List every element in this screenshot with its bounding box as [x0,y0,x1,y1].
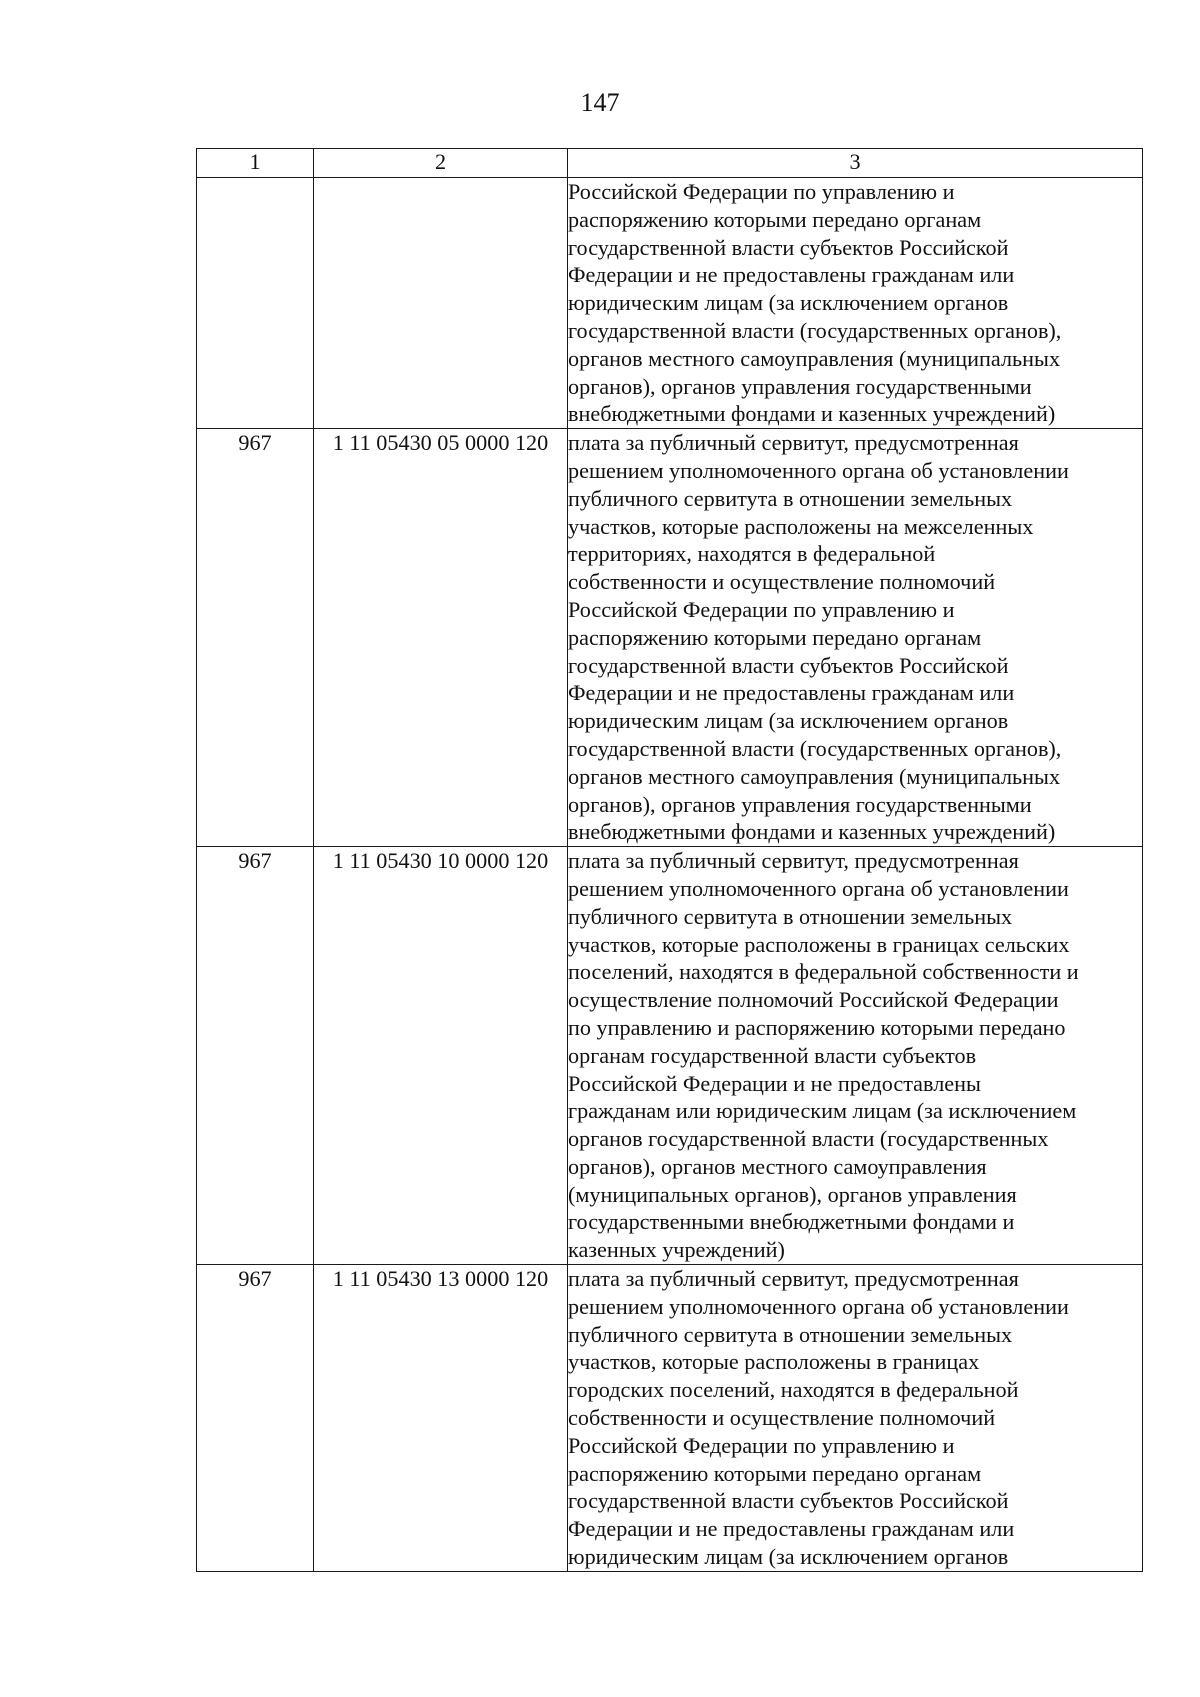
description-line: органов местного самоуправления (муниципальных [568,345,1061,371]
column-header-3: 3 [568,149,1143,178]
revenue-code-cell: 1 11 05430 13 0000 120 [314,1265,568,1572]
description-line: территориях, находятся в федеральной [568,541,936,567]
revenue-code-cell: 1 11 05430 10 0000 120 [314,847,568,1265]
table-header-row [197,149,1143,178]
description-line: гражданам или юридическим лицам (за исключением [568,1098,1077,1124]
description-line: плата за публичный сервитут, предусмотренная [568,1266,1019,1292]
description-line: собственности и осуществление полномочий [568,1405,996,1431]
admin-code-cell: 967 [197,429,314,847]
description-line: Российской Федерации и не предоставлены [568,1070,981,1096]
description-line: распоряжению которыми передано органам [568,1460,982,1486]
description-line: органов), органов управления государственными [568,791,1032,817]
admin-code-cell: 967 [197,1265,314,1572]
description-line: осуществление полномочий Российской Федерации [568,987,1059,1013]
description-line: публичного сервитута в отношении земельных [568,1321,1013,1347]
description-line: плата за публичный сервитут, предусмотренная [568,848,1019,874]
description-line: юридическим лицам (за исключением органов [568,1544,1009,1570]
description-line: внебюджетными фондами и казенных учреждений) [568,401,1056,427]
description-line: участков, которые расположены в границах сельских [568,931,1070,957]
description-line: внебюджетными фондами и казенных учреждений) [568,819,1056,845]
description-line: собственности и осуществление полномочий [568,569,996,595]
description-line: городских поселений, находятся в федеральной [568,1377,1019,1403]
description-line: распоряжению которыми передано органам [568,624,982,650]
description-line: Российской Федерации по управлению и [568,1432,955,1458]
table-row [197,178,1143,429]
description-line: Российской Федерации по управлению и [568,596,955,622]
description-line: государственной власти (государственных органов), [568,735,1062,761]
description-line: органов), органов управления государственными [568,373,1032,399]
description-line: государственной власти субъектов Российской [568,652,1009,678]
description-line: органов государственной власти (государственных [568,1126,1049,1152]
description-line: Федерации и не предоставлены гражданам или [568,680,1015,706]
description-line: государственной власти (государственных органов), [568,317,1062,343]
revenue-codes-table [196,148,1143,1572]
table-row [197,1265,1143,1572]
description-line: Федерации и не предоставлены гражданам или [568,262,1015,288]
description-line: плата за публичный сервитут, предусмотренная [568,430,1019,456]
description-line: решением уполномоченного органа об установлении [568,1293,1069,1319]
page-number: 147 [580,88,620,117]
description-cell [568,847,1143,1265]
description-line: государственными внебюджетными фондами и [568,1209,1015,1235]
description-line: юридическим лицам (за исключением органов [568,708,1009,734]
admin-code-cell: 967 [197,847,314,1265]
table-body [197,178,1143,1572]
description-cell [568,1265,1143,1572]
description-line: распоряжению которыми передано органам [568,206,982,232]
column-header-2: 2 [314,149,568,178]
description-line: публичного сервитута в отношении земельных [568,903,1013,929]
revenue-code-cell: 1 11 05430 05 0000 120 [314,429,568,847]
description-line: государственной власти субъектов Российской [568,234,1009,260]
column-header-1: 1 [197,149,314,178]
description-line: решением уполномоченного органа об установлении [568,875,1069,901]
description-cell [568,178,1143,429]
description-line: (муниципальных органов), органов управления [568,1181,1017,1207]
description-cell [568,429,1143,847]
description-line: Федерации и не предоставлены гражданам или [568,1516,1015,1542]
table-row [197,429,1143,847]
table-row [197,847,1143,1265]
description-line: поселений, находятся в федеральной собственности и [568,959,1079,985]
description-line: Российской Федерации по управлению и [568,179,955,204]
description-line: органов), органов местного самоуправления [568,1153,987,1179]
description-line: юридическим лицам (за исключением органов [568,290,1009,316]
description-line: решением уполномоченного органа об установлении [568,457,1069,483]
description-line: органам государственной власти субъектов [568,1042,977,1068]
description-line: по управлению и распоряжению которыми передано [568,1014,1066,1040]
description-line: государственной власти субъектов Российской [568,1488,1009,1514]
description-line: участков, которые расположены в границах [568,1349,980,1375]
admin-code-cell [197,178,314,429]
description-line: публичного сервитута в отношении земельных [568,485,1013,511]
description-line: органов местного самоуправления (муниципальных [568,763,1061,789]
revenue-code-cell [314,178,568,429]
description-line: казенных учреждений) [568,1237,785,1263]
description-line: участков, которые расположены на межселенных [568,513,1034,539]
